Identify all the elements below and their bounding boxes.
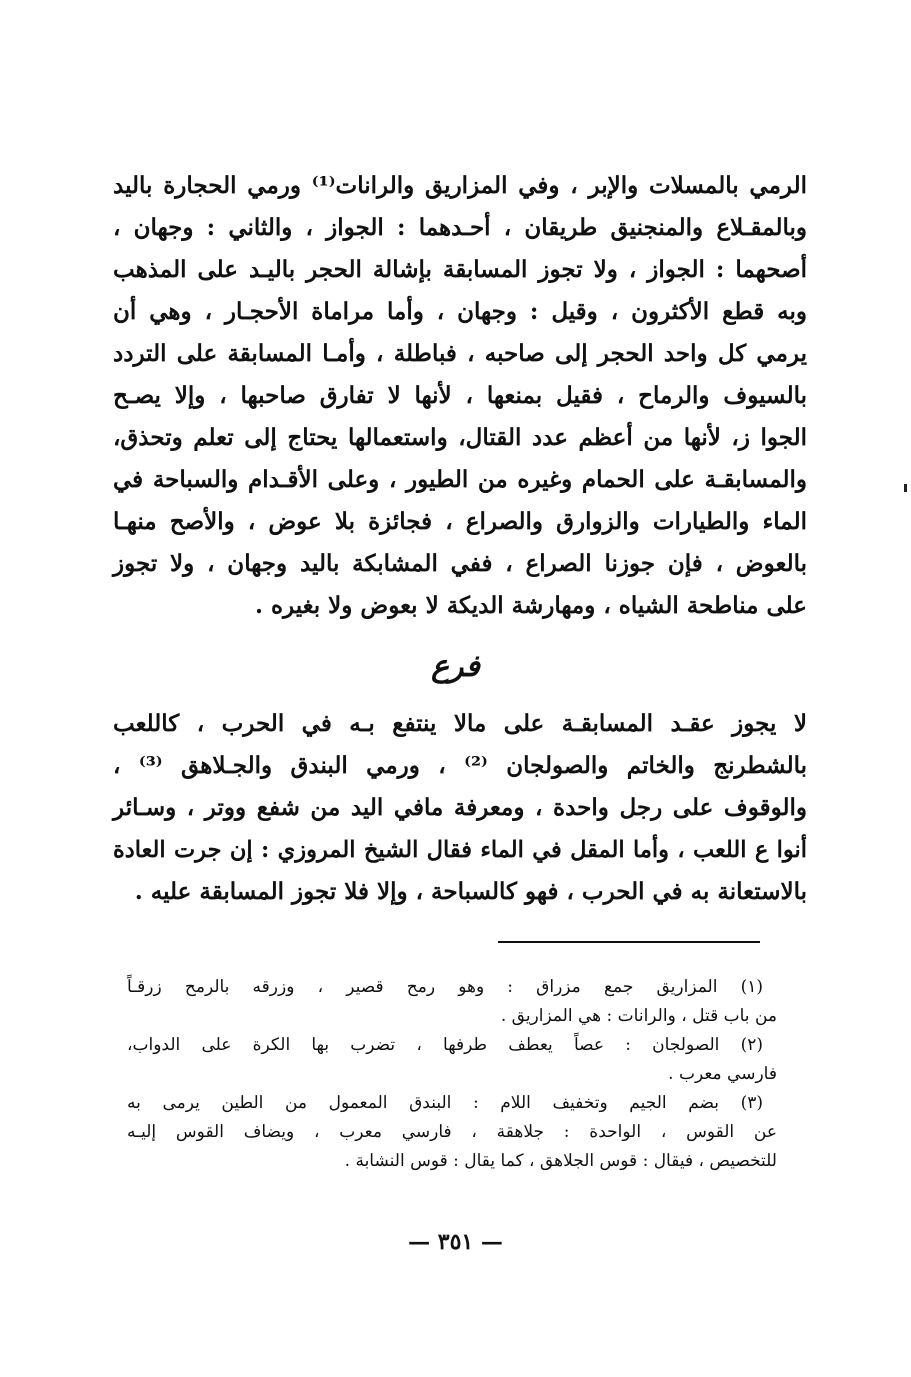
text-line: الرمي بالمسلات والإبر ، وفي المزاريق والرانات⁽¹⁾ ورمي الحجارة باليد [113, 172, 807, 199]
text-line: بالشطرنج والخاتم والصولجان ⁽²⁾ ، ورمي البندق والجـلاهق ⁽³⁾ ، [113, 752, 807, 779]
body-paragraph-2 [113, 703, 807, 913]
footnote-separator [498, 941, 760, 943]
text-line: الجوا ز، لأنها من أعظم عدد القتال، واستعمالها يحتاج إلى تعلم وتحذق، [113, 424, 807, 451]
footnote-line: (٢) الصولجان : عصاً يعطف طرفها ، تضرب بها الكرة على الدواب، [127, 1035, 763, 1055]
text-line: أنوا ع اللعب ، وأما المقل في الماء فقال الشيخ المروزي : إن جرت العادة [113, 837, 807, 863]
body-paragraph-1 [113, 165, 807, 627]
text-line: والمسابقـة على الحمام وغيره من الطيور ، وعلى الأقـدام والسباحة في [113, 466, 807, 493]
footnotes [127, 973, 777, 1176]
footnote-line: من باب قتل ، والرانات : هي المزاريق . [500, 1006, 777, 1026]
section-heading: فرع [431, 649, 480, 684]
text-line: الماء والطيارات والزوارق والصراع ، فجائزة بلا عوض ، والأصح منهـا [113, 508, 807, 535]
text-line: وبه قطع الأكثرون ، وقيل : وجهان ، وأما مراماة الأحجـار ، وهي أن [113, 298, 807, 325]
footnote-line: فارسي معرب . [668, 1064, 777, 1084]
text-line: أصحهما : الجواز ، ولا تجوز المسابقة بإشالة الحجر باليـد على المذهب [113, 256, 807, 283]
text-line: بالاستعانة به في الحرب ، فهو كالسباحة ، وإلا فلا تجوز المسابقة عليه . [134, 878, 807, 905]
text-line: والوقوف على رجل واحدة ، ومعرفة مافي اليد من شفع ووتر ، وسـائر [113, 794, 807, 821]
footnote-line: (٣) بضم الجيم وتخفيف اللام : البندق المعمول من الطين يرمى به [127, 1093, 763, 1113]
text-line: وبالمقـلاع والمنجنيق طريقان ، أحـدهما : الجواز ، والثاني : وجهان ، [113, 214, 807, 241]
text-line: بالعوض ، فإن جوزنا الصراع ، ففي المشابكة باليد وجهان ، ولا تجوز [113, 550, 807, 577]
text-line: لا يجوز عقـد المسابقـة على مالا ينتفع بـه في الحرب ، كاللعب [113, 710, 807, 737]
footnote-line: عن القوس ، الواحدة : جلاهقة ، فارسي معرب ، ويضاف القوس إليـه [127, 1122, 777, 1142]
page-number: — ٣٥١ — [408, 1229, 503, 1255]
text-line: بالسيوف والرماح ، فقيل بمنعها ، لأنها لا تفارق صاحبها ، وإلا يصـح [113, 382, 807, 409]
text-line: يرمي كل واحد الحجر إلى صاحبه ، فباطلة ، وأمـا المسابقة على التردد [113, 340, 807, 367]
footnote-line: (١) المزاريق جمع مزراق : وهو رمح قصير ، وزرقه بالرمح زرقـاً [127, 977, 763, 997]
margin-mark [904, 484, 907, 492]
text-line: على مناطحة الشياه ، ومهارشة الديكة لا بعوض ولا بغيره . [254, 592, 807, 619]
footnote-line: للتخصيص ، فيقال : قوس الجلاهق ، كما يقال : قوس النشابة . [344, 1151, 777, 1171]
